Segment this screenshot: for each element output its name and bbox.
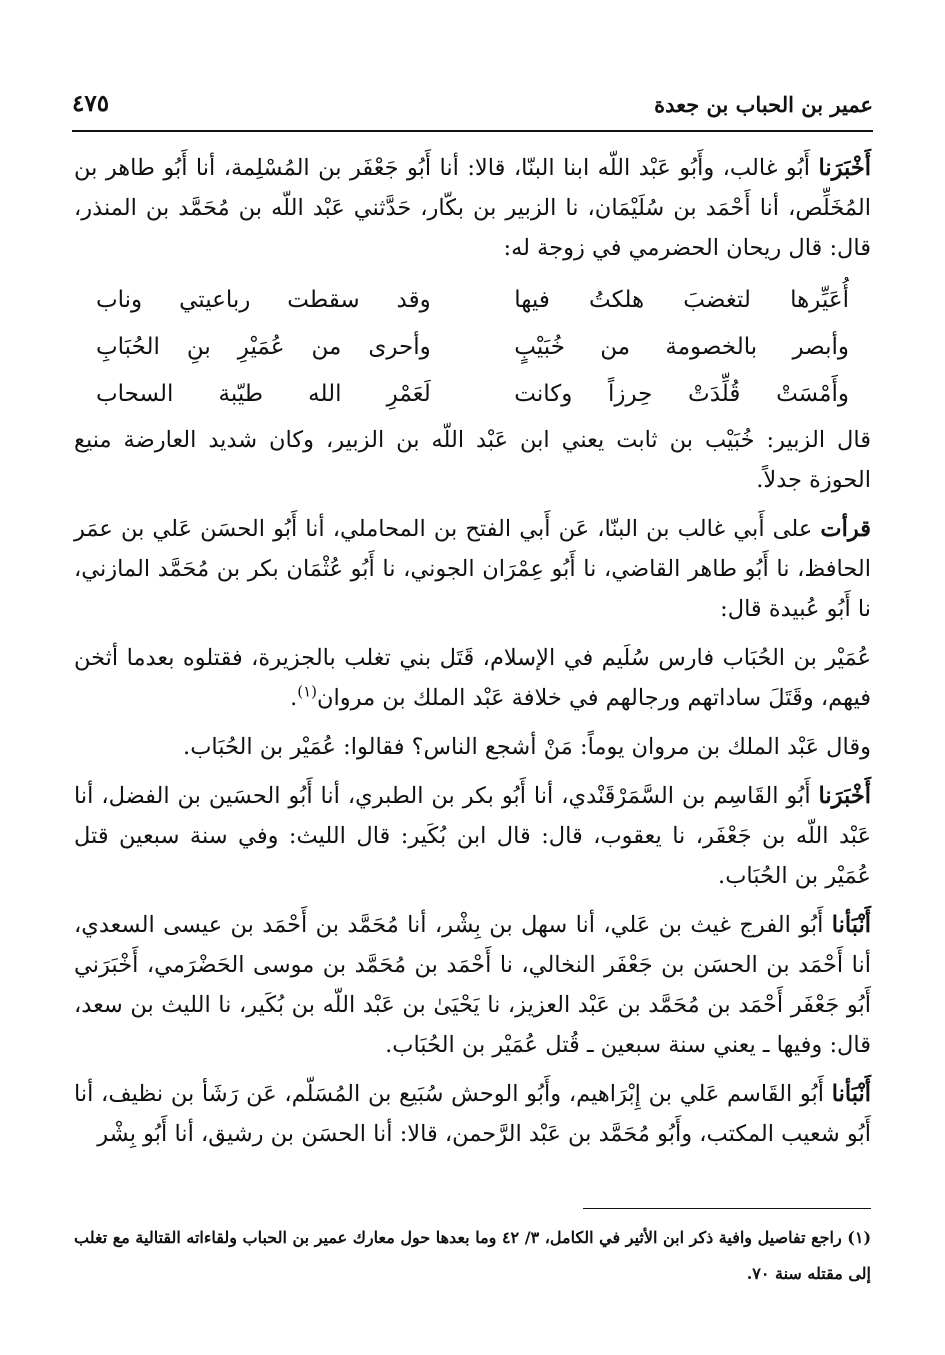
page-number: ٤٧٥: [72, 90, 110, 117]
paragraph-lead-word: أَخْبَرَنا: [818, 783, 871, 809]
verse-first-hemistich: وأَمْسَتْ قُلِّدَتْ حِرزاً وكانت: [514, 381, 849, 407]
paragraph-text: أَبُو القَاسم عَلي بن إِبْرَاهيم، وأَبُو الوحش سُبَيع بن المُسَلّم، عَن رَشَأ بن نظيف، أنا أَبُو شعيب المكتب، وأَبُو مُحَمَّد بن عَبْد الرَّحمن، قالا: أنا الحسَن بن رشيق، أنا أَبُو بِشْر: [74, 1081, 871, 1147]
paragraph-8: [74, 1074, 871, 1154]
paragraph-text: وقال عَبْد الملك بن مروان يوماً: مَنْ أشجع الناس؟ فقالوا: عُمَيْر بن الحُبَاب.: [183, 734, 871, 760]
paragraph-lead-word: أَنْبَأنا: [831, 912, 871, 938]
paragraph-lead-word: قرأت: [820, 516, 871, 542]
footnotes: [74, 1220, 871, 1292]
paragraph-5: [74, 727, 871, 767]
verse-first-hemistich: أُعَيِّرها لتغضبَ هلكتُ فيها: [514, 287, 849, 313]
paragraph-1: [74, 148, 871, 268]
paragraph-2: [74, 420, 871, 500]
footnote-text: راجع تفاصيل وافية ذكر ابن الأثير في الكامل، ٣/ ٤٢ وما بعدها حول معارك عمير بن الحباب ولقاءاته القتالية مع تغلب إلى مقتله سنة ٧٠.: [74, 1228, 871, 1283]
paragraph-text: أَبُو القَاسِم بن السَّمَرْقَنْدي، أنا أَبُو بكر بن الطبري، أنا أَبُو الحسَين بن الفضل، أنا عَبْد اللّه بن جَعْفَر، نا يعقوب، قال: قال ابن بُكَير: قال الليث: وفي سنة سبعين قتل عُمَيْر بن الحُبَاب.: [74, 783, 871, 889]
poem-verse: [74, 371, 871, 418]
paragraph-text: أَبُو الفرج غيث بن عَلي، أنا سهل بن بِشْر، أنا مُحَمَّد بن أَحْمَد بن عيسى السعدي، أنا أَحْمَد بن الحسَن بن جَعْفَر النخالي، نا أَحْمَد بن مُحَمَّد بن موسى الحَضْرَمي، أَخْبَرَني أَبُو جَعْفَر أَحْمَد بن مُحَمَّد بن عَبْد العزيز، نا يَحْيَىٰ بن عَبْد اللّه بن بُكَير، نا الليث بن سعد، قال: وفيها ـ يعني سنة سبعين ـ قُتل عُمَيْر بن الحُبَاب.: [74, 912, 871, 1058]
paragraph-text: عُمَيْر بن الحُبَاب فارس سُلَيم في الإسلام، قَتَل بني تغلب بالجزيرة، فقتلوه بعدما أثخن فيهم، وقَتَلَ ساداتهم ورجالهم في خلافة عَبْد الملك بن مروان: [74, 645, 871, 711]
paragraph-text: أَبُو غالب، وأَبُو عَبْد اللّه ابنا البنّا، قالا: أنا أَبُو جَعْفَر بن المُسْلِمة، أنا أَبُو طاهر بن المُخَلِّص، أنا أَحْمَد بن سُلَيْمَان، نا الزبير بن بكّار، حَدَّثني عَبْد اللّه بن مُحَمَّد بن المنذر، قال: قال ريحان الحضرمي في زوجة له:: [74, 155, 871, 261]
footnote-divider: [583, 1208, 871, 1209]
poem: [74, 277, 871, 418]
footnote: [74, 1220, 871, 1292]
paragraph-4: [74, 638, 871, 718]
page-header: [72, 82, 873, 132]
verse-second-hemistich: وقد سقطت رباعيتي وناب: [96, 287, 431, 313]
paragraph-7: [74, 905, 871, 1065]
paragraph-tail: .: [290, 685, 298, 711]
paragraph-text: قال الزبير: خُبَيْب بن ثابت يعني ابن عَبْد اللّه بن الزبير، وكان شديد العارضة منيع الحوزة جدلاً.: [74, 427, 871, 493]
footnote-marker: (١): [847, 1228, 872, 1247]
footnote-reference[interactable]: (١): [297, 682, 318, 701]
verse-first-hemistich: وأبصر بالخصومة من خُبَيْبٍ: [514, 334, 849, 360]
verse-second-hemistich: وأحرى من عُمَيْرِ بنِ الحُبَابِ: [96, 334, 431, 360]
page-body: [74, 148, 871, 1163]
running-title: عمير بن الحباب بن جعدة: [654, 92, 873, 117]
verse-second-hemistich: لَعَمْرِ الله طيّبة السحاب: [96, 381, 431, 407]
paragraph-text: على أَبي غالب بن البنّا، عَن أَبي الفتح بن المحاملي، أنا أَبُو الحسَن عَلي بن عمَر الحافظ، نا أَبُو طاهر القاضي، نا أَبُو عِمْرَان الجوني، نا أَبُو عُثْمَان بكر بن مُحَمَّد المازني، نا أَبُو عُبيدة قال:: [74, 516, 871, 622]
paragraph-3: [74, 509, 871, 629]
paragraph-lead-word: أَنْبَأنا: [831, 1081, 871, 1107]
paragraph-6: [74, 776, 871, 896]
poem-verse: [74, 324, 871, 371]
poem-verse: [74, 277, 871, 324]
paragraph-lead-word: أَخْبَرَنا: [818, 155, 871, 181]
